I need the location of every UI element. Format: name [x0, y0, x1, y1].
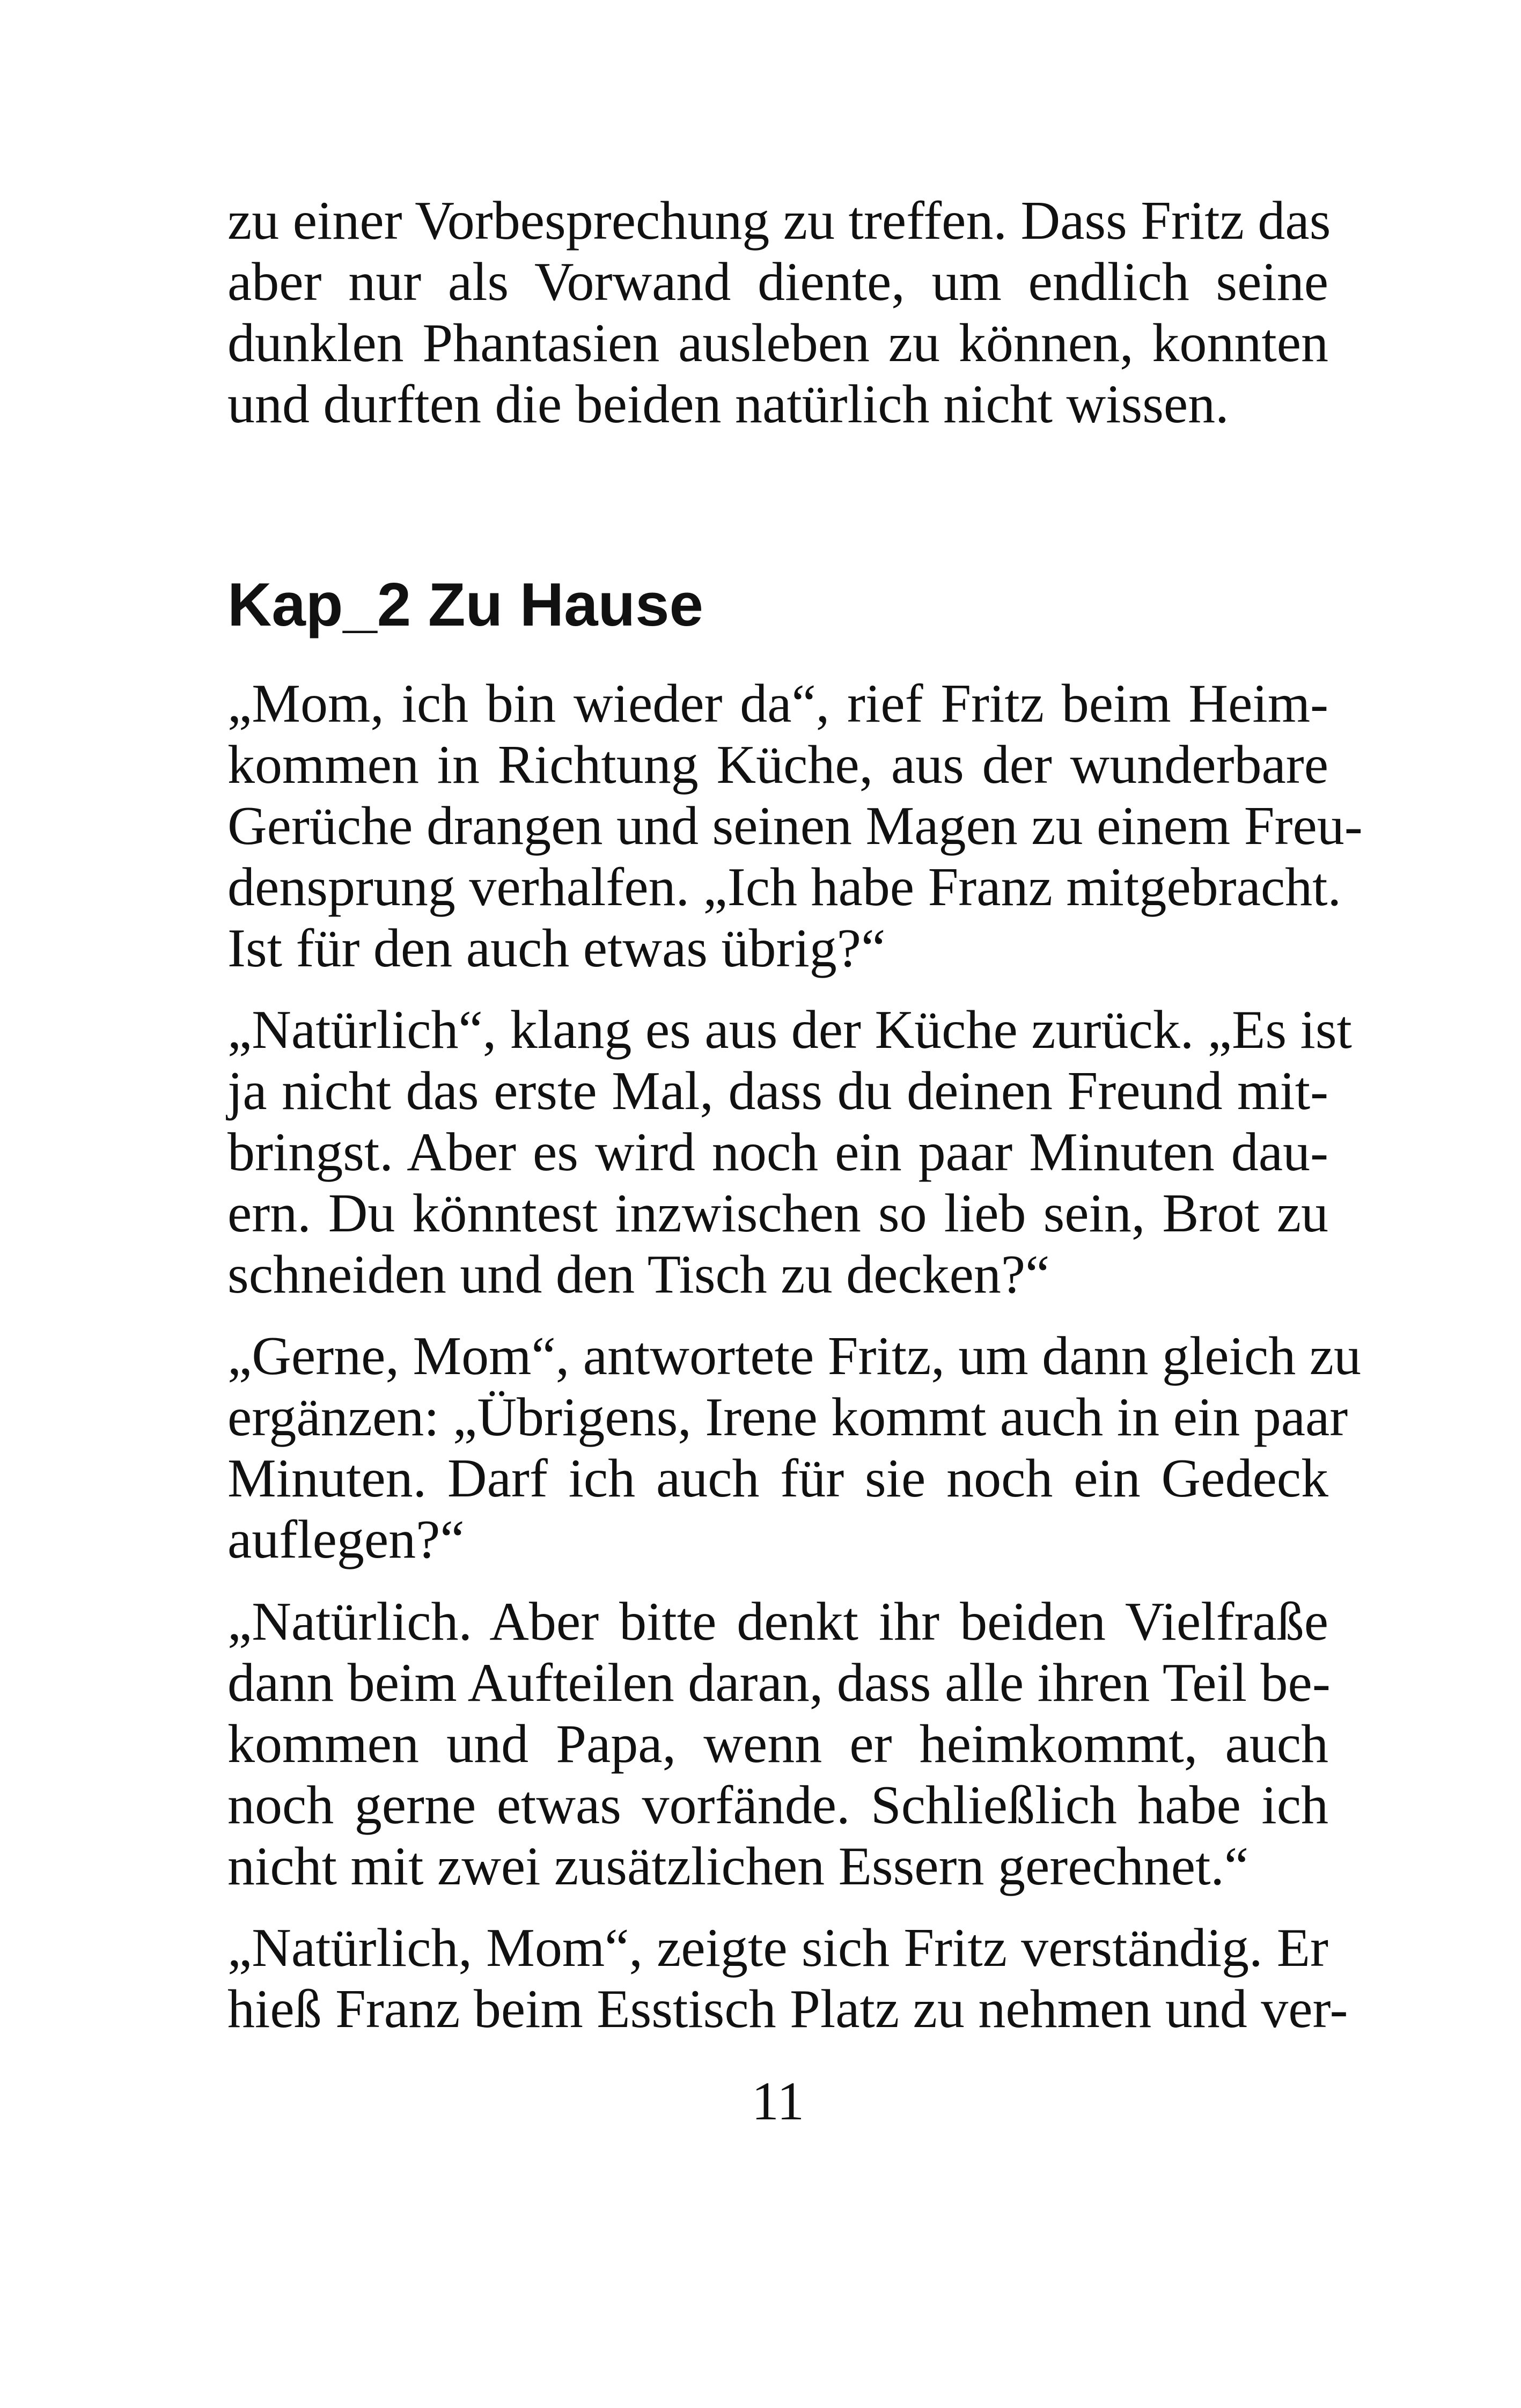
paragraph: [227, 1000, 1352, 1305]
text-line: bringst. Aber es wird noch ein paar Minuten dau-: [227, 1122, 1328, 1183]
text-line: und durften die beiden natürlich nicht wissen.: [227, 374, 1229, 435]
paragraph: [227, 1326, 1361, 1570]
page-number: 11: [751, 2071, 805, 2132]
text-line: „Natürlich. Aber bitte denkt ihr beiden Vielfraße: [227, 1591, 1328, 1652]
text-line: aber nur als Vorwand diente, um endlich seine: [227, 252, 1328, 312]
text-line: ern. Du könntest inzwischen so lieb sein, Brot zu: [227, 1183, 1328, 1244]
text-line: kommen in Richtung Küche, aus der wunderbare: [227, 735, 1328, 795]
text-line: densprung verhalfen. „Ich habe Franz mitgebracht.: [227, 857, 1341, 917]
text-line: Minuten. Darf ich auch für sie noch ein Gedeck: [227, 1448, 1328, 1509]
text-line: „Mom, ich bin wieder da“, rief Fritz beim Heim-: [227, 673, 1328, 734]
text-line: Ist für den auch etwas übrig?“: [227, 918, 886, 979]
text-line: dunklen Phantasien ausleben zu können, konnten: [227, 313, 1328, 373]
text-line: hieß Franz beim Esstisch Platz zu nehmen und ver-: [227, 1979, 1348, 2039]
paragraph: [227, 673, 1363, 979]
text-line: ja nicht das erste Mal, dass du deinen Freund mit-: [227, 1061, 1328, 1121]
text-line: „Gerne, Mom“, antwortete Fritz, um dann gleich zu: [227, 1326, 1361, 1386]
text-line: „Natürlich“, klang es aus der Küche zurück. „Es ist: [227, 1000, 1352, 1060]
paragraph: [227, 1918, 1348, 2040]
paragraph-continuation: [227, 190, 1331, 435]
paragraph: [227, 1591, 1331, 1897]
text-line: schneiden und den Tisch zu decken?“: [227, 1244, 1050, 1305]
text-line: noch gerne etwas vorfände. Schließlich habe ich: [227, 1775, 1328, 1836]
text-line: „Natürlich, Mom“, zeigte sich Fritz verständig. Er: [227, 1918, 1328, 1978]
text-line: zu einer Vorbesprechung zu treffen. Dass Fritz das: [227, 190, 1331, 251]
text-line: kommen und Papa, wenn er heimkommt, auch: [227, 1714, 1328, 1774]
text-line: auflegen?“: [227, 1509, 465, 1570]
chapter-heading: Kap_2 Zu Hause: [227, 571, 703, 639]
text-line: dann beim Aufteilen daran, dass alle ihren Teil be-: [227, 1653, 1331, 1713]
text-line: Gerüche drangen und seinen Magen zu einem Freu-: [227, 796, 1363, 856]
text-line: nicht mit zwei zusätzlichen Essern gerechnet.“: [227, 1836, 1249, 1897]
text-line: ergänzen: „Übrigens, Irene kommt auch in ein paar: [227, 1387, 1348, 1448]
